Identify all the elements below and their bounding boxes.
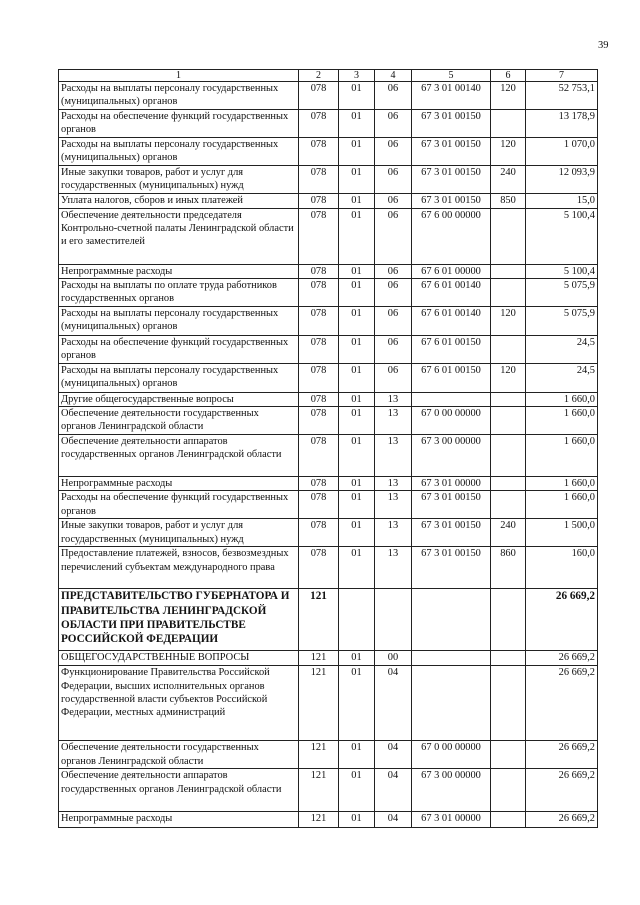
- subsection-code-cell: 04: [375, 769, 412, 812]
- amount-cell: 26 669,2: [526, 741, 598, 769]
- expense-type-code-cell: [491, 264, 526, 278]
- expense-name-cell: Обеспечение деятельности аппаратов государственных органов Ленинградской области: [59, 435, 299, 477]
- expense-name-cell: ПРЕДСТАВИТЕЛЬСТВО ГУБЕРНАТОРА И ПРАВИТЕЛЬСТВА ЛЕНИНГРАДСКОЙ ОБЛАСТИ ПРИ ПРАВИТЕЛЬСТВЕ РОССИЙСКОЙ ФЕДЕРАЦИИ: [59, 589, 299, 651]
- section-code-cell: 01: [339, 306, 375, 335]
- amount-cell: 24,5: [526, 363, 598, 392]
- ministry-code-cell: 078: [299, 278, 339, 306]
- expense-type-code-cell: 120: [491, 137, 526, 165]
- amount-cell: 160,0: [526, 547, 598, 589]
- expense-name-cell: Расходы на выплаты по оплате труда работников государственных органов: [59, 278, 299, 306]
- expense-type-code-cell: 120: [491, 363, 526, 392]
- section-code-cell: 01: [339, 769, 375, 812]
- section-code-cell: 01: [339, 278, 375, 306]
- amount-cell: 13 178,9: [526, 109, 598, 137]
- header-cell: 1: [59, 70, 299, 82]
- expense-name-cell: Расходы на обеспечение функций государственных органов: [59, 491, 299, 519]
- table-row: [59, 547, 598, 589]
- subsection-code-cell: 06: [375, 165, 412, 193]
- ministry-code-cell: 078: [299, 407, 339, 435]
- ministry-code-cell: 078: [299, 547, 339, 589]
- section-code-cell: [339, 589, 375, 651]
- target-article-code-cell: 67 3 01 00000: [412, 477, 491, 491]
- amount-cell: 1 660,0: [526, 477, 598, 491]
- target-article-code-cell: 67 3 01 00150: [412, 165, 491, 193]
- subsection-code-cell: 04: [375, 666, 412, 741]
- ministry-code-cell: 121: [299, 769, 339, 812]
- target-article-code-cell: 67 3 01 00150: [412, 491, 491, 519]
- expense-name-cell: Функционирование Правительства Российской Федерации, высших исполнительных органов государственной власти субъектов Российской Федерации, местных администраций: [59, 666, 299, 741]
- expense-name-cell: Расходы на выплаты персоналу государственных (муниципальных) органов: [59, 82, 299, 110]
- section-code-cell: 01: [339, 435, 375, 477]
- amount-cell: 1 660,0: [526, 392, 598, 406]
- target-article-code-cell: 67 6 01 00140: [412, 306, 491, 335]
- table-row: [59, 363, 598, 392]
- ministry-code-cell: 078: [299, 491, 339, 519]
- subsection-code-cell: 06: [375, 193, 412, 208]
- table-row: [59, 82, 598, 110]
- expense-type-code-cell: [491, 589, 526, 651]
- section-code-cell: 01: [339, 82, 375, 110]
- header-cell: 3: [339, 70, 375, 82]
- table-row: [59, 769, 598, 812]
- section-code-cell: 01: [339, 208, 375, 264]
- subsection-code-cell: 06: [375, 278, 412, 306]
- table-row: [59, 264, 598, 278]
- subsection-code-cell: 06: [375, 109, 412, 137]
- budget-table: [58, 69, 598, 828]
- expense-type-code-cell: [491, 278, 526, 306]
- expense-type-code-cell: [491, 769, 526, 812]
- amount-cell: 15,0: [526, 193, 598, 208]
- expense-name-cell: Обеспечение деятельности государственных органов Ленинградской области: [59, 407, 299, 435]
- expense-name-cell: Иные закупки товаров, работ и услуг для государственных (муниципальных) нужд: [59, 165, 299, 193]
- ministry-code-cell: 078: [299, 82, 339, 110]
- amount-cell: 5 100,4: [526, 264, 598, 278]
- subsection-code-cell: 13: [375, 519, 412, 547]
- subsection-code-cell: 06: [375, 363, 412, 392]
- table-row: [59, 306, 598, 335]
- section-code-cell: 01: [339, 407, 375, 435]
- ministry-code-cell: 121: [299, 741, 339, 769]
- section-code-cell: 01: [339, 264, 375, 278]
- table-row: [59, 208, 598, 264]
- subsection-code-cell: 06: [375, 137, 412, 165]
- section-code-cell: 01: [339, 547, 375, 589]
- target-article-code-cell: 67 3 00 00000: [412, 769, 491, 812]
- table-row: [59, 407, 598, 435]
- table-row: [59, 741, 598, 769]
- amount-cell: 26 669,2: [526, 812, 598, 828]
- amount-cell: 1 660,0: [526, 435, 598, 477]
- subsection-code-cell: [375, 589, 412, 651]
- ministry-code-cell: 078: [299, 208, 339, 264]
- expense-name-cell: Расходы на обеспечение функций государственных органов: [59, 335, 299, 363]
- ministry-code-cell: 078: [299, 165, 339, 193]
- table-row: [59, 666, 598, 741]
- section-code-cell: 01: [339, 491, 375, 519]
- section-code-cell: 01: [339, 335, 375, 363]
- header-cell: 4: [375, 70, 412, 82]
- table-header-row: [59, 70, 598, 82]
- ministry-code-cell: 078: [299, 392, 339, 406]
- expense-type-code-cell: [491, 208, 526, 264]
- expense-name-cell: Обеспечение деятельности председателя Контрольно-счетной палаты Ленинградской области и его заместителей: [59, 208, 299, 264]
- target-article-code-cell: 67 3 01 00150: [412, 193, 491, 208]
- expense-name-cell: Другие общегосударственные вопросы: [59, 392, 299, 406]
- expense-name-cell: Непрограммные расходы: [59, 264, 299, 278]
- target-article-code-cell: 67 3 01 00150: [412, 519, 491, 547]
- expense-type-code-cell: [491, 651, 526, 666]
- expense-type-code-cell: 240: [491, 519, 526, 547]
- subsection-code-cell: 04: [375, 741, 412, 769]
- ministry-code-cell: 121: [299, 812, 339, 828]
- header-cell: 5: [412, 70, 491, 82]
- target-article-code-cell: 67 3 00 00000: [412, 435, 491, 477]
- subsection-code-cell: 06: [375, 208, 412, 264]
- expense-type-code-cell: [491, 335, 526, 363]
- ministry-code-cell: 078: [299, 335, 339, 363]
- expense-name-cell: Уплата налогов, сборов и иных платежей: [59, 193, 299, 208]
- ministry-code-cell: 078: [299, 137, 339, 165]
- amount-cell: 26 669,2: [526, 769, 598, 812]
- table-row: [59, 519, 598, 547]
- expense-name-cell: Обеспечение деятельности аппаратов государственных органов Ленинградской области: [59, 769, 299, 812]
- section-code-cell: 01: [339, 363, 375, 392]
- section-code-cell: 01: [339, 137, 375, 165]
- ministry-code-cell: 078: [299, 519, 339, 547]
- target-article-code-cell: [412, 589, 491, 651]
- target-article-code-cell: 67 0 00 00000: [412, 741, 491, 769]
- ministry-code-cell: 121: [299, 651, 339, 666]
- section-code-cell: 01: [339, 193, 375, 208]
- target-article-code-cell: 67 6 00 00000: [412, 208, 491, 264]
- table-row: [59, 477, 598, 491]
- expense-name-cell: Предоставление платежей, взносов, безвозмездных перечислений субъектам международного права: [59, 547, 299, 589]
- table-row: [59, 278, 598, 306]
- amount-cell: 1 070,0: [526, 137, 598, 165]
- section-code-cell: 01: [339, 812, 375, 828]
- section-code-cell: 01: [339, 392, 375, 406]
- section-code-cell: 01: [339, 666, 375, 741]
- expense-name-cell: Непрограммные расходы: [59, 477, 299, 491]
- expense-name-cell: Непрограммные расходы: [59, 812, 299, 828]
- table-row: [59, 491, 598, 519]
- subsection-code-cell: 13: [375, 477, 412, 491]
- expense-type-code-cell: [491, 491, 526, 519]
- ministry-code-cell: 078: [299, 193, 339, 208]
- subsection-code-cell: 06: [375, 264, 412, 278]
- table-row: [59, 335, 598, 363]
- table-row: [59, 589, 598, 651]
- amount-cell: 26 669,2: [526, 589, 598, 651]
- amount-cell: 26 669,2: [526, 651, 598, 666]
- header-cell: 6: [491, 70, 526, 82]
- target-article-code-cell: 67 3 01 00150: [412, 137, 491, 165]
- target-article-code-cell: 67 3 01 00000: [412, 812, 491, 828]
- amount-cell: 26 669,2: [526, 666, 598, 741]
- target-article-code-cell: [412, 651, 491, 666]
- amount-cell: 1 660,0: [526, 491, 598, 519]
- table-body: [59, 82, 598, 828]
- subsection-code-cell: 13: [375, 491, 412, 519]
- header-cell: 2: [299, 70, 339, 82]
- expense-type-code-cell: [491, 407, 526, 435]
- ministry-code-cell: 078: [299, 363, 339, 392]
- expense-name-cell: ОБЩЕГОСУДАРСТВЕННЫЕ ВОПРОСЫ: [59, 651, 299, 666]
- section-code-cell: 01: [339, 165, 375, 193]
- table-row: [59, 651, 598, 666]
- expense-type-code-cell: [491, 392, 526, 406]
- section-code-cell: 01: [339, 519, 375, 547]
- ministry-code-cell: 078: [299, 477, 339, 491]
- expense-name-cell: Расходы на выплаты персоналу государственных (муниципальных) органов: [59, 137, 299, 165]
- expense-name-cell: Расходы на выплаты персоналу государственных (муниципальных) органов: [59, 306, 299, 335]
- target-article-code-cell: 67 6 01 00150: [412, 363, 491, 392]
- expense-name-cell: Расходы на обеспечение функций государственных органов: [59, 109, 299, 137]
- expense-type-code-cell: [491, 812, 526, 828]
- ministry-code-cell: 078: [299, 264, 339, 278]
- amount-cell: 24,5: [526, 335, 598, 363]
- table-row: [59, 392, 598, 406]
- target-article-code-cell: 67 6 01 00000: [412, 264, 491, 278]
- ministry-code-cell: 078: [299, 306, 339, 335]
- subsection-code-cell: 06: [375, 82, 412, 110]
- expense-type-code-cell: 120: [491, 306, 526, 335]
- expense-type-code-cell: 860: [491, 547, 526, 589]
- subsection-code-cell: 00: [375, 651, 412, 666]
- subsection-code-cell: 13: [375, 547, 412, 589]
- subsection-code-cell: 04: [375, 812, 412, 828]
- amount-cell: 5 100,4: [526, 208, 598, 264]
- subsection-code-cell: 06: [375, 335, 412, 363]
- table-row: [59, 137, 598, 165]
- section-code-cell: 01: [339, 741, 375, 769]
- target-article-code-cell: 67 3 01 00150: [412, 547, 491, 589]
- expense-type-code-cell: [491, 477, 526, 491]
- target-article-code-cell: 67 6 01 00150: [412, 335, 491, 363]
- target-article-code-cell: 67 6 01 00140: [412, 278, 491, 306]
- page-number: 39: [598, 40, 609, 51]
- expense-type-code-cell: [491, 741, 526, 769]
- expense-type-code-cell: [491, 666, 526, 741]
- amount-cell: 1 660,0: [526, 407, 598, 435]
- section-code-cell: 01: [339, 651, 375, 666]
- target-article-code-cell: 67 3 01 00140: [412, 82, 491, 110]
- expense-name-cell: Расходы на выплаты персоналу государственных (муниципальных) органов: [59, 363, 299, 392]
- target-article-code-cell: 67 3 01 00150: [412, 109, 491, 137]
- section-code-cell: 01: [339, 477, 375, 491]
- amount-cell: 1 500,0: [526, 519, 598, 547]
- amount-cell: 5 075,9: [526, 306, 598, 335]
- ministry-code-cell: 121: [299, 589, 339, 651]
- ministry-code-cell: 078: [299, 109, 339, 137]
- expense-type-code-cell: [491, 435, 526, 477]
- ministry-code-cell: 121: [299, 666, 339, 741]
- amount-cell: 52 753,1: [526, 82, 598, 110]
- expense-type-code-cell: 240: [491, 165, 526, 193]
- target-article-code-cell: 67 0 00 00000: [412, 407, 491, 435]
- table-row: [59, 109, 598, 137]
- expense-name-cell: Иные закупки товаров, работ и услуг для государственных (муниципальных) нужд: [59, 519, 299, 547]
- expense-type-code-cell: [491, 109, 526, 137]
- table-row: [59, 435, 598, 477]
- table-row: [59, 193, 598, 208]
- subsection-code-cell: 13: [375, 392, 412, 406]
- subsection-code-cell: 13: [375, 407, 412, 435]
- expense-type-code-cell: 120: [491, 82, 526, 110]
- target-article-code-cell: [412, 666, 491, 741]
- target-article-code-cell: [412, 392, 491, 406]
- section-code-cell: 01: [339, 109, 375, 137]
- amount-cell: 12 093,9: [526, 165, 598, 193]
- table-row: [59, 812, 598, 828]
- subsection-code-cell: 06: [375, 306, 412, 335]
- subsection-code-cell: 13: [375, 435, 412, 477]
- table-row: [59, 165, 598, 193]
- ministry-code-cell: 078: [299, 435, 339, 477]
- amount-cell: 5 075,9: [526, 278, 598, 306]
- expense-name-cell: Обеспечение деятельности государственных органов Ленинградской области: [59, 741, 299, 769]
- expense-type-code-cell: 850: [491, 193, 526, 208]
- header-cell: 7: [526, 70, 598, 82]
